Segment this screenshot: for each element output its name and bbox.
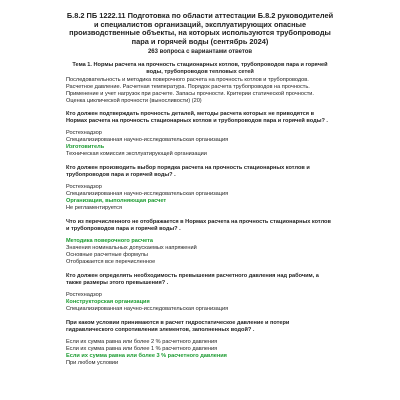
question-5 (66, 320, 334, 367)
answer-option: Если их сумма равна или более 2 % расчетного давления (66, 338, 218, 345)
topic-section (66, 62, 334, 105)
correct-answer: Методика поверочного расчета (66, 238, 154, 245)
answer-option: Ростехнадзор (66, 184, 102, 191)
document-subtitle: 263 вопроса с вариантами ответов (147, 48, 253, 55)
answer-option: Основные расчетные формулы (66, 252, 148, 259)
question-text: Кто должен определять необходимость превышения расчетного давления над рабочим, а также размеры этого превышения? . (66, 273, 319, 287)
answer-option: Отображается все перечисленное (66, 259, 156, 266)
question-text: Что из перечисленного не отображается в Нормах расчета на прочность стационарных котлов и трубопроводов пара и горячей воды? . (66, 219, 331, 233)
answer-option: Техническая комиссия эксплуатирующей организации (66, 151, 207, 158)
correct-answer: Если их сумма равна или более 3 % расчетного давления (66, 352, 227, 359)
topic-title: Тема 1. Нормы расчета на прочность стационарных котлов, трубопроводов пара и горячей воды, трубопроводов тепловых сетей (72, 62, 328, 76)
answer-option: Ростехнадзор (66, 130, 102, 137)
answer-option: Специализированная научно-исследовательская организация (66, 191, 229, 198)
question-1 (66, 111, 334, 158)
document-title: Б.8.2 ПБ 1222.11 Подготовка по области аттестации Б.8.2 руководителей и специалистов организаций, эксплуатирующих опасные производственные объекты, на которых используются трубопроводы пара и горячей воды (сентябрь 2024) (66, 11, 334, 47)
question-3 (66, 219, 334, 266)
question-2 (66, 165, 334, 212)
answer-option: Специализированная научно-исследовательская организация (66, 306, 229, 312)
correct-answer: Изготовитель (66, 144, 105, 151)
question-text: При каком условии принимаются в расчет гидростатическое давление и потери гидравлического сопротивления элементов, заполненных водой? . (66, 319, 290, 333)
answer-option: Ростехнадзор (66, 292, 102, 299)
answer-option: Значения номинальных допускаемых напряжений (66, 245, 197, 252)
answer-option: Если их сумма равна или более 1 % расчетного давления (66, 345, 218, 352)
answer-option: При любом условии (66, 359, 119, 366)
question-text: Кто должен производить выбор порядка расчета на прочность стационарных котлов и трубопроводов пара и горячей воды? . (66, 165, 310, 179)
question-text: Кто должен подтверждать прочность деталей, методы расчета которых не приводятся в Нормах расчета на прочность стационарных котлов и трубопроводов пара и горячей воды? . (66, 111, 328, 125)
answer-option: Специализированная научно-исследовательская организация (66, 137, 229, 144)
correct-answer: Организация, выполняющая расчет (66, 198, 167, 205)
topic-description: Последовательность и методика поверочного расчета на прочность котлов и трубопроводов. Расчетное давление. Расчетная температура. Порядок расчета трубопроводов на прочность. Применение и учет нагрузок при расчете. Запасы прочности. Критерии статической прочности. Оценка циклической прочности (выносливости) (20) (66, 77, 314, 105)
question-4 (66, 273, 334, 313)
correct-answer: Конструкторская организация (66, 299, 150, 306)
answer-option: Не регламентируется (66, 205, 122, 212)
